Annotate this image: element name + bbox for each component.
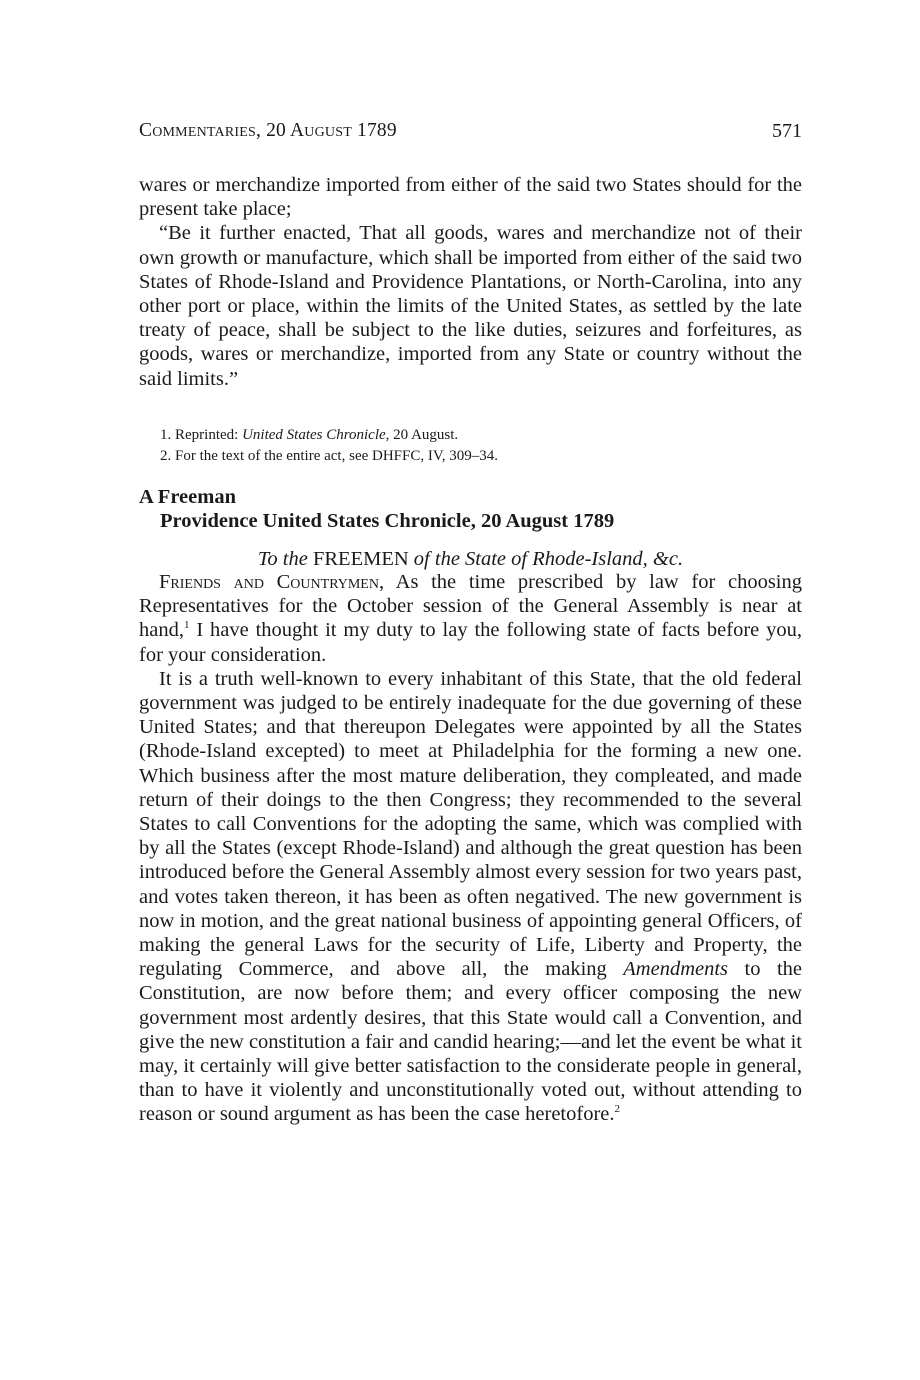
footnote-2: 2. For the text of the entire act, see DHFFC, IV, 309–34. xyxy=(160,448,499,464)
running-head xyxy=(139,120,802,150)
letter-paragraph-2: It is a truth well-known to every inhabitant of this State, that the old federal government was judged to be entirely inadequate for the due governing of these United States; and that thereupon Delegates were appointed by all the States (Rhode-Island excepted) to meet at Philadelphia for the forming a new one. Which business after the most mature deliberation, they compleated, and made return of their doings to the then Congress; they recommended to the several States to call Conventions for the adopting the same, which was complied with by all the States (except Rhode-Island) and although the great question has been introduced before the General Assembly almost every session for two years past, and votes taken thereon, it has been as often negatived. The new government is now in motion, and the great national business of appointing general Officers, of making the general Laws for the security of Life, Liberty and Property, the regulating Commerce, and above all, the making Amendments to the Constitution, are now before them; and every officer composing the new government most ardently desires, that this State would call a Convention, and give the new constitution a fair and candid hearing;—and let the event be what it may, it certainly will give better satisfaction to the considerate people in general, than to have it violently and unconstitutionally voted out, without attending to reason or sound argument as has been the case heretofore.$^2$ xyxy=(139,667,802,1126)
footnote-1-title: United States Chronicle xyxy=(242,427,386,443)
document-heading xyxy=(139,485,802,533)
page-number: 571 xyxy=(772,120,802,142)
letter-paragraph-1: Friends and Countrymen, As the time prescribed by law for choosing Representatives for the October session of the General Assembly is near at hand,$^1$ I have thought it my duty to lay the following state of facts before you, for your consideration. xyxy=(139,571,803,666)
letter-body xyxy=(139,570,802,1127)
footnote-ref-2: 2 xyxy=(614,1103,620,1116)
enactment-paragraph: “Be it further enacted, That all goods, wares and merchandize not of their own growth or manufacture, which shall be imported from either of the said two States of Rhode-Island and Providence Plantations, or North-Carolina, into any other port or place, within the limits of the United States, as settled by the late treaty of peace, shall be subject to the like duties, seizures and forfeitures, as goods, wares or merchandize, imported from any State or country without the said limits.” xyxy=(139,222,802,390)
address-line: To the FREEMEN of the State of Rhode-Island, &c. xyxy=(257,548,684,570)
running-head-title: Commentaries, 20 August 1789 xyxy=(139,120,397,141)
address-freemen: FREEMEN xyxy=(312,548,409,570)
document-author: A Freeman xyxy=(139,486,236,508)
footnote-ref-1: 1 xyxy=(183,619,190,632)
continued-text xyxy=(139,173,802,391)
salutation: Friends and Countrymen, xyxy=(159,571,385,593)
amendments-emphasis: Amendments xyxy=(623,958,729,981)
footnotes xyxy=(160,425,800,467)
footnote-1: 1. Reprinted: United States Chronicle, 20 August. xyxy=(160,427,459,443)
document-source: Providence United States Chronicle, 20 August 1789 xyxy=(160,510,615,532)
continued-paragraph: wares or merchandize imported from either of the said two States should for the present take place; xyxy=(139,174,802,221)
